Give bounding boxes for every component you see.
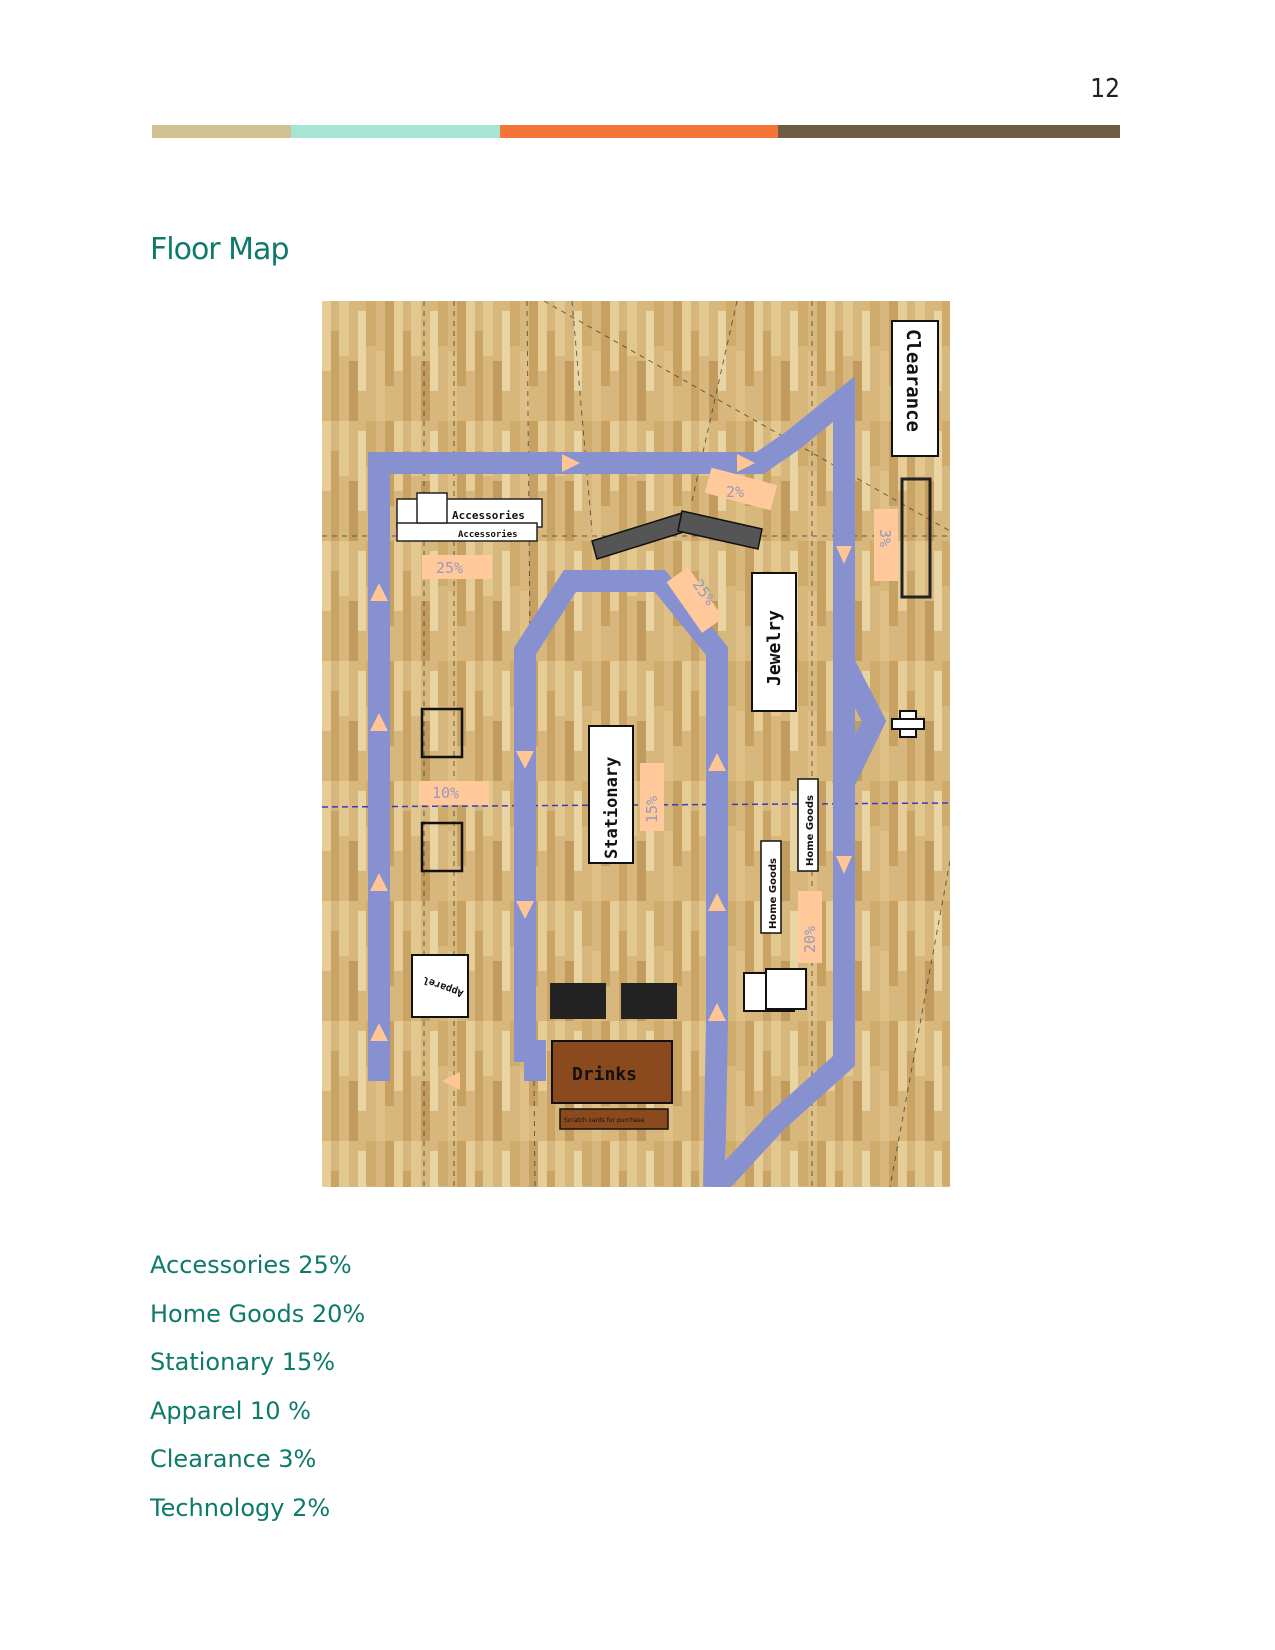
map-label-card-sign: Scratch cards for purchase [564,1117,645,1124]
header-color-bar [152,125,1120,138]
legend-item-home-goods: Home Goods 20% [150,1299,366,1328]
color-bar-segment-brown [778,125,1120,138]
tag-apparel: 10% [432,784,460,802]
drinks-cooler [550,983,606,1019]
drinks-cooler [621,983,677,1019]
accessories-cube [417,493,447,523]
map-label-home-goods: Home Goods [805,795,816,866]
map-label-home-goods: Home Goods [768,858,779,929]
map-label-stationary: Stationary [602,756,622,859]
tag-accessories: 25% [436,559,464,577]
map-label-apparel: Apparel [421,973,466,999]
color-bar-segment-orange [500,125,778,138]
page-number: 12 [1090,74,1120,104]
stationary-shelf [589,726,633,863]
map-label-accessories-small: Accessories [458,530,518,540]
color-bar-segment-mint [291,125,500,138]
tag-clearance: 3% [876,529,894,548]
map-label-clearance: Clearance [902,329,924,432]
legend-item-stationary: Stationary 15% [150,1348,336,1376]
legend-item-apparel: Apparel 10 % [150,1396,311,1425]
legend-item-accessories: Accessories 25% [150,1251,352,1279]
legend-item-clearance: Clearance 3% [150,1445,317,1473]
department-legend [150,1250,365,1541]
map-label-accessories: Accessories [452,509,525,522]
page-title: Floor Map [150,232,289,267]
tag-aisle: 25% [688,575,720,609]
map-label-drinks: Drinks [572,1064,638,1085]
legend-item-technology: Technology 2% [150,1493,331,1522]
tag-home-goods: 20% [801,925,819,953]
jewelry-case [752,573,796,711]
tag-stationary: 15% [643,795,661,823]
accessories-display [397,493,542,541]
color-bar-segment-tan [152,125,291,138]
tag-technology: 2% [726,483,745,501]
floor-map-image [322,301,950,1187]
checkout-register [892,719,924,729]
home-goods-table [766,969,806,1009]
map-label-jewelry: Jewelry [764,610,785,686]
